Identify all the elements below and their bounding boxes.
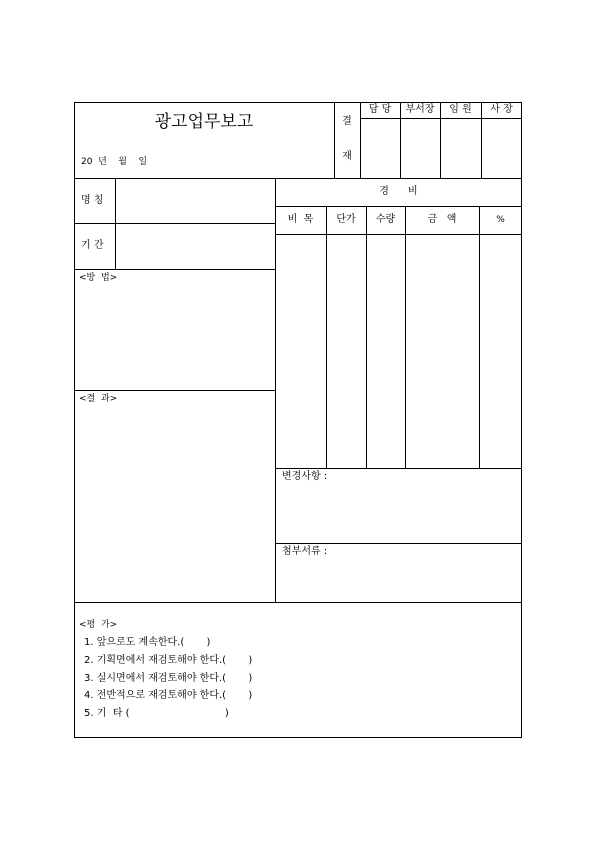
approval-sign-box-staff[interactable] [361, 119, 400, 178]
column-header-percent: % [496, 215, 505, 225]
attachments-label: 첨부서류 : [282, 546, 328, 557]
expense-amount-cell[interactable] [406, 235, 479, 468]
evaluation-option-2[interactable]: 2. 기획면에서 재검토해야 한다.( ) [84, 655, 253, 666]
method-row-rule [74, 390, 275, 391]
period-field[interactable] [116, 224, 275, 269]
expense-percent-cell[interactable] [480, 235, 522, 468]
expense-quantity-cell[interactable] [367, 235, 405, 468]
period-row-rule [74, 269, 275, 270]
column-header-unit-price: 단가 [336, 214, 356, 225]
name-field[interactable] [116, 179, 275, 223]
column-header-amount: 금 액 [427, 214, 457, 225]
expense-body-rule [275, 468, 522, 469]
period-label: 기 간 [81, 240, 104, 251]
approval-sign-box-president[interactable] [482, 119, 522, 178]
changes-field[interactable] [276, 484, 522, 543]
evaluation-option-1[interactable]: 1. 앞으로도 계속한다.( ) [84, 637, 211, 648]
approval-left-rule [334, 102, 335, 178]
evaluation-top-rule [74, 602, 522, 603]
approval-sign-box-manager[interactable] [401, 119, 440, 178]
expense-title-rule [275, 206, 522, 207]
approval-role-executive: 임 원 [449, 104, 472, 115]
evaluation-heading: <평 가> [79, 620, 118, 630]
approval-role-manager: 부서장 [405, 104, 435, 115]
expense-item-cell[interactable] [276, 235, 326, 468]
changes-label: 변경사항 : [282, 471, 328, 482]
approval-role-staff: 담 당 [368, 104, 392, 115]
evaluation-option-5[interactable]: 5. 기 타 ( ) [84, 708, 229, 719]
document-title: 광고업무보고 [154, 112, 254, 132]
name-label: 명 칭 [81, 195, 104, 206]
method-label: <방 법> [79, 273, 118, 283]
result-field[interactable] [75, 406, 275, 602]
column-header-quantity: 수량 [375, 214, 396, 225]
changes-rule [275, 543, 522, 544]
evaluation-option-3[interactable]: 3. 실시면에서 재검토해야 한다.( ) [84, 673, 253, 684]
method-field[interactable] [75, 285, 275, 390]
result-label: <결 과> [79, 394, 118, 404]
column-header-item: 비 목 [287, 214, 314, 225]
approval-label-bottom: 재 [342, 151, 352, 162]
attachments-field[interactable] [276, 559, 522, 602]
date-line: 20 년 월 일 [81, 157, 148, 167]
expense-unit-price-cell[interactable] [327, 235, 366, 468]
approval-label-top: 결 [342, 116, 352, 127]
approval-role-president: 사 장 [490, 104, 513, 115]
expense-title: 경 비 [379, 186, 418, 197]
evaluation-option-4[interactable]: 4. 전반적으로 재검토해야 한다.( ) [84, 690, 253, 701]
approval-sign-box-executive[interactable] [441, 119, 481, 178]
